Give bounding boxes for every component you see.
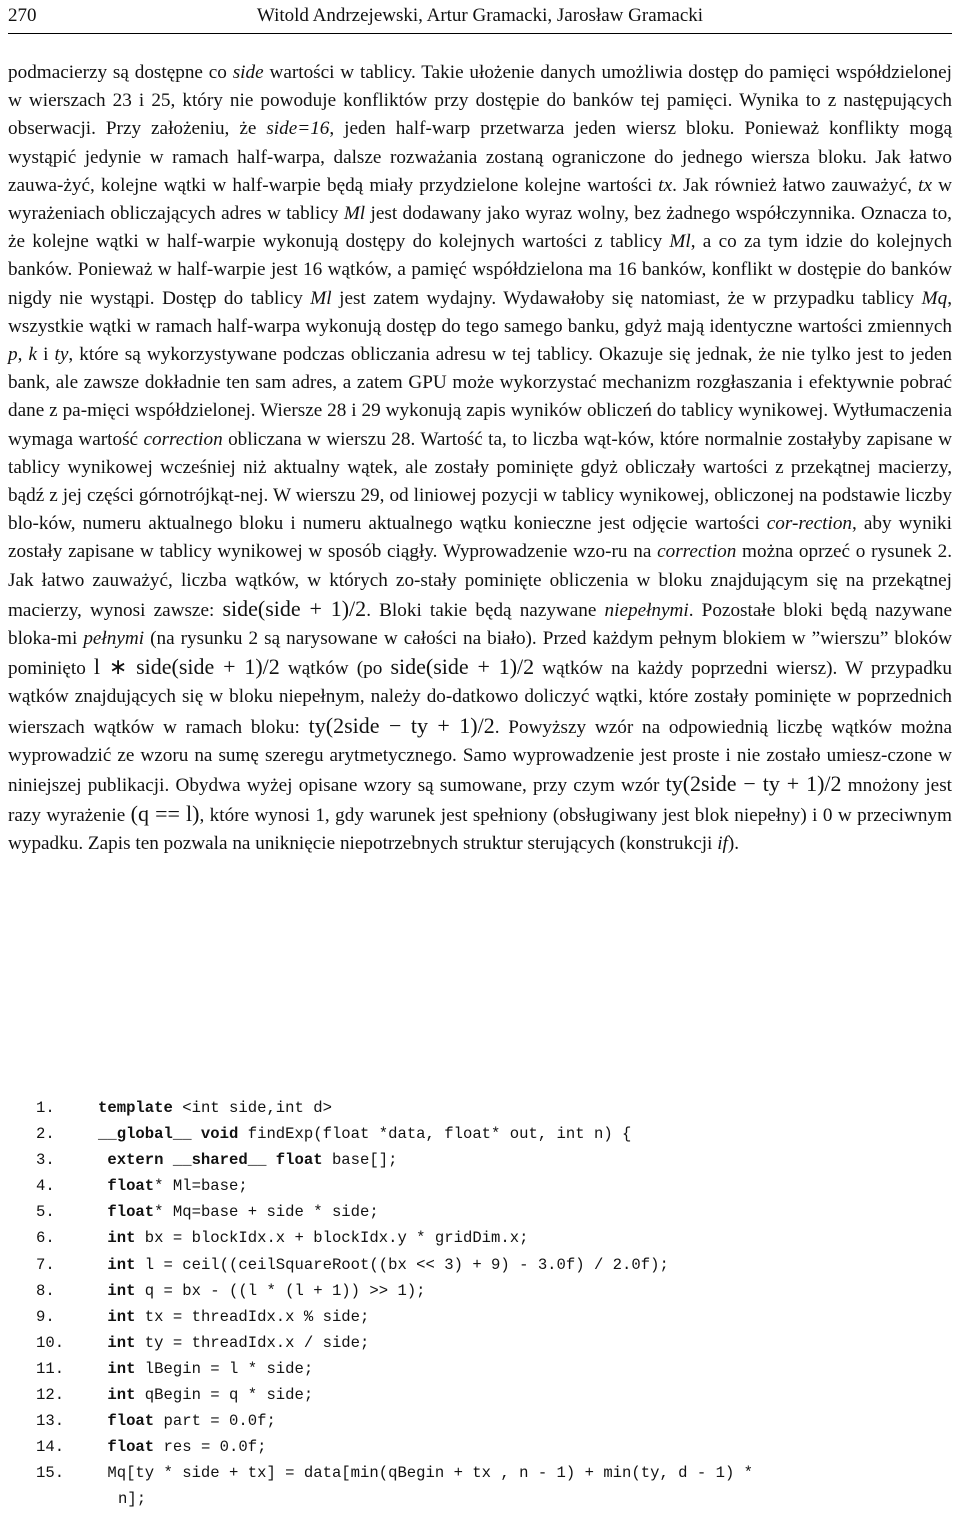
inline-formula: side(side + 1)/2 [390, 654, 535, 680]
code-line [36, 1408, 936, 1434]
text-run: , wszystkie wątki w ramach half-warpa wykonują dostęp do tego samego banku, gdyż mają identyczne wartości zmiennych [8, 287, 952, 337]
text-run: obliczana w wierszu 28. Wartość ta, to liczba wąt-ków, które normalnie zostałyby zapisane w tablicy wynikowej wcześniej niż aktualny wątek, ale zostały pominięte gdyż obliczały wartości z przekątnej macierzy, bądź z jej części górnotrójkąt-nej. W wierszu 29, od liniowej pozycji w tablicy wynikowej, obliczonej na podstawie liczby blo-ków, numeru aktualnego bloku i numeru aktualnego wątku konieczne jest odjęcie wartości [8, 428, 952, 535]
code-keyword: int [107, 1386, 136, 1405]
code-line [36, 1382, 936, 1408]
code-line [36, 1199, 936, 1225]
text-run: wartości w tablicy. Takie ułożenie danych umożliwia dostęp do pamięci współdzielonej w wierszach 23 i 25, który nie powoduje konfliktów przy dostępie do banków tej pamięci. Wynika to z następujących obserwacji. Przy założeniu, że [8, 62, 952, 140]
code-text [98, 1252, 669, 1278]
text-run: , które są wykorzystywane podczas obliczania adresu w tej tablicy. Okazuje się jednak, że nie tylko jest to jeden bank, ale zawsze dokładnie ten sam adres, a zatem GPU może wykorzystać mechanizm rozgłaszania i efektywnie pobrać dane z pa-mięci współdzielonej. Wiersze 28 i 29 wykonują zapis wyników obliczeń do tablicy wynikowej. Wytłumaczenia wymaga wartość [8, 344, 952, 450]
text-run: mnożony jest razy wyrażenie [8, 775, 952, 827]
code-line [36, 1252, 936, 1278]
italic-term: if [717, 833, 728, 855]
line-number: 4. [36, 1177, 55, 1196]
inline-formula: side(side + 1)/2 [222, 595, 367, 621]
italic-term: Ml [310, 287, 332, 309]
code-token: res = 0.0f; [154, 1438, 267, 1457]
text-run: można oprzeć o rysunek 2. Jak łatwo zauważyć, liczba wątków, w których zo-stały pominięte obliczenia w bloku znajdującym się na przekątnej macierzy, wynosi zawsze: [8, 541, 952, 621]
code-token [98, 1308, 107, 1326]
code-token [98, 1177, 107, 1195]
line-number: 6. [36, 1229, 55, 1248]
header-rule [8, 33, 952, 34]
code-keyword: int [107, 1229, 136, 1248]
code-text [98, 1173, 248, 1199]
code-text [98, 1225, 528, 1251]
code-line [36, 1356, 936, 1382]
code-keyword: int [107, 1333, 136, 1352]
code-text [98, 1330, 369, 1356]
code-token: base[]; [322, 1151, 398, 1170]
code-line [36, 1173, 936, 1199]
text-run: , jeden half-warp przetwarza jeden wiersz bloku. Ponieważ konflikty mogą wystąpić jedynie w ramach half-warpa, dalsze rozważania zostaną ograniczone do jednego wiersza bloku. Jak łatwo zauwa-żyć, kolejne wątki w half-warpie będą miały przydzielone kolejne wartości [8, 118, 952, 196]
code-token: q = bx - ((l * (l + 1)) >> 1); [135, 1281, 426, 1300]
italic-term: Ml [343, 203, 366, 225]
text-run: i [37, 344, 55, 366]
code-token [98, 1151, 107, 1169]
code-token: findExp(float *data, float* out, int n) { [238, 1125, 632, 1144]
code-token: tx = threadIdx.x % side; [135, 1307, 370, 1326]
text-run: wątków na każdy poprzedni wiersz). W przypadku wątków znajdujących się w bloku niepełnym, należy do-datkowo doliczyć wątki, które zostały pominięte w poprzednich wierszach wątków w ramach bloku: [8, 658, 952, 738]
code-token [98, 1360, 107, 1378]
code-line-continuation: n]; [118, 1490, 147, 1509]
code-line [36, 1330, 936, 1356]
text-run: , które wynosi 1, gdy warunek jest spełniony (obsługiwany jest blok niepełny) i 0 w przeciwnym wypadku. Zapis ten pozwala na uniknięcie niepotrzebnych struktur sterujących (konstrukcji [8, 805, 952, 855]
code-text [98, 1408, 276, 1434]
italic-term: p [8, 344, 18, 366]
line-number: 1. [36, 1099, 55, 1117]
text-run: jest zatem wydajny. Wydawałoby się natomiast, że w przypadku tablicy [331, 287, 922, 309]
code-line [36, 1225, 936, 1251]
code-keyword: float [107, 1203, 155, 1222]
text-run: , a co za tym idzie do kolejnych banków. Ponieważ w half-warpie jest 16 wątków, a pamięć współdzielona ma 16 banków, konflikt w dostępie do banków nigdy nie wystąpi. Dostęp do tablicy [8, 231, 952, 309]
page-number: 270 [8, 5, 37, 26]
code-line [36, 1460, 936, 1486]
code-text [98, 1121, 631, 1147]
code-token: part = 0.0f; [154, 1412, 276, 1431]
italic-term: correction [657, 541, 737, 563]
italic-term: Mq [921, 287, 948, 309]
code-token [98, 1203, 107, 1221]
italic-term: tx [658, 174, 673, 196]
italic-term: Ml [669, 231, 691, 253]
line-number: 7. [36, 1255, 55, 1274]
italic-term: ty [54, 344, 69, 366]
text-run: . Pozostałe bloki będą nazywane bloka-mi [8, 599, 952, 650]
code-text [98, 1304, 369, 1330]
code-line [36, 1095, 936, 1121]
italic-term: niepełnymi [604, 599, 689, 621]
inline-formula: (q == l) [130, 801, 200, 827]
page-header [8, 2, 952, 34]
code-token: lBegin = l * side; [135, 1359, 314, 1378]
code-keyword: template [98, 1099, 173, 1117]
line-number: 3. [36, 1151, 55, 1170]
code-keyword: int [107, 1255, 136, 1274]
inline-formula: l ∗ side(side + 1)/2 [93, 654, 280, 680]
text-run: . Jak również łatwo zauważyć, [672, 174, 919, 196]
code-token [98, 1386, 107, 1404]
code-token [98, 1256, 107, 1274]
line-number: 9. [36, 1307, 55, 1326]
inline-formula: ty(2side − ty + 1)/2 [308, 712, 495, 738]
code-text [98, 1278, 426, 1304]
code-keyword: extern __shared__ float [107, 1151, 323, 1170]
code-keyword: float [107, 1412, 155, 1431]
code-text [98, 1199, 379, 1225]
italic-term: tx [918, 174, 932, 196]
line-number: 11. [36, 1359, 65, 1378]
line-number: 14. [36, 1438, 65, 1457]
line-number: 13. [36, 1412, 65, 1431]
code-text [98, 1434, 266, 1460]
code-token: bx = blockIdx.x + blockIdx.y * gridDim.x; [135, 1229, 529, 1248]
text-run: . Bloki takie będą nazywane [366, 599, 605, 621]
text-run: w wyrażeniach obliczających adres w tablicy [8, 174, 952, 225]
text-run: , aby wyniki zostały zapisane w tablicy wynikowej w sposób ciągły. Wyprowadzenie wzo-ru na [8, 513, 952, 563]
running-head-authors: Witold Andrzejewski, Artur Gramacki, Jarosław Gramacki [256, 5, 704, 26]
text-run: wątków (po [279, 658, 391, 680]
code-keyword: float [107, 1177, 155, 1196]
code-token: ty = threadIdx.x / side; [135, 1333, 370, 1352]
code-line [36, 1278, 936, 1304]
line-number: 12. [36, 1386, 65, 1405]
code-keyword: __global__ void [98, 1125, 239, 1144]
text-run: podmacierzy są dostępne co [8, 62, 233, 83]
text-run: . Powyższy wzór na odpowiednią liczbę wątków można wyprowadzić ze wzoru na sumę szeregu arytmetycznego. Samo wyprowadzenie jest proste i nie zostało umiesz-czone w niniejszej publikacji. Obydwa wyżej opisane wzory są sumowane, przy czym wzór [8, 716, 952, 797]
line-number: 8. [36, 1281, 55, 1300]
code-text [98, 1356, 313, 1382]
code-text [98, 1095, 332, 1121]
code-line [36, 1434, 936, 1460]
code-token [98, 1229, 107, 1247]
line-number: 15. [36, 1464, 65, 1483]
code-token: * Ml=base; [154, 1177, 248, 1196]
line-number: 10. [36, 1333, 65, 1352]
code-line [36, 1147, 936, 1173]
line-number: 5. [36, 1203, 55, 1222]
italic-term: side [232, 62, 264, 83]
italic-term: correction [143, 428, 223, 450]
code-text [98, 1460, 753, 1486]
code-token: Mq[ty * side + tx] = data[min(qBegin + tx , n - 1) + min(ty, d - 1) * [98, 1464, 754, 1483]
text-run: jest dodawany jako wyraz wolny, bez żadnego współczynnika. Oznacza to, że kolejne wątki w half-warpie wykonują dostępy do kolejnych wartości z tablicy [8, 203, 952, 253]
code-token: qBegin = q * side; [135, 1386, 314, 1405]
code-token: l = ceil((ceilSquareRoot((bx << 3) + 9) - 3.0f) / 2.0f); [135, 1255, 669, 1274]
code-text [98, 1147, 397, 1173]
code-token: * Mq=base + side * side; [154, 1203, 379, 1222]
italic-term: pełnymi [83, 628, 145, 650]
italic-term: cor-rection [766, 513, 853, 535]
code-token: <int side,int d> [172, 1099, 332, 1117]
inline-formula: ty(2side − ty + 1)/2 [665, 771, 842, 797]
code-token [98, 1412, 107, 1430]
body-paragraph [8, 59, 952, 859]
code-line [36, 1121, 936, 1147]
code-keyword: int [107, 1281, 136, 1300]
code-keyword: int [107, 1359, 136, 1378]
code-keyword: float [107, 1438, 155, 1457]
text-run: ). [727, 833, 740, 855]
code-line [36, 1304, 936, 1330]
text-run: , [17, 344, 29, 366]
code-listing [36, 1095, 936, 1513]
code-keyword: int [107, 1307, 136, 1326]
text-run: (na rysunku 2 są narysowane w całości na biało). Przed każdym pełnym blokiem w ”wierszu” bloków pominięto [8, 628, 952, 680]
italic-term: k [28, 344, 38, 366]
line-number: 2. [36, 1125, 55, 1144]
code-token [98, 1282, 107, 1300]
code-text [98, 1382, 313, 1408]
code-token [98, 1438, 107, 1456]
italic-term: side=16 [266, 118, 330, 140]
code-token [98, 1334, 107, 1352]
